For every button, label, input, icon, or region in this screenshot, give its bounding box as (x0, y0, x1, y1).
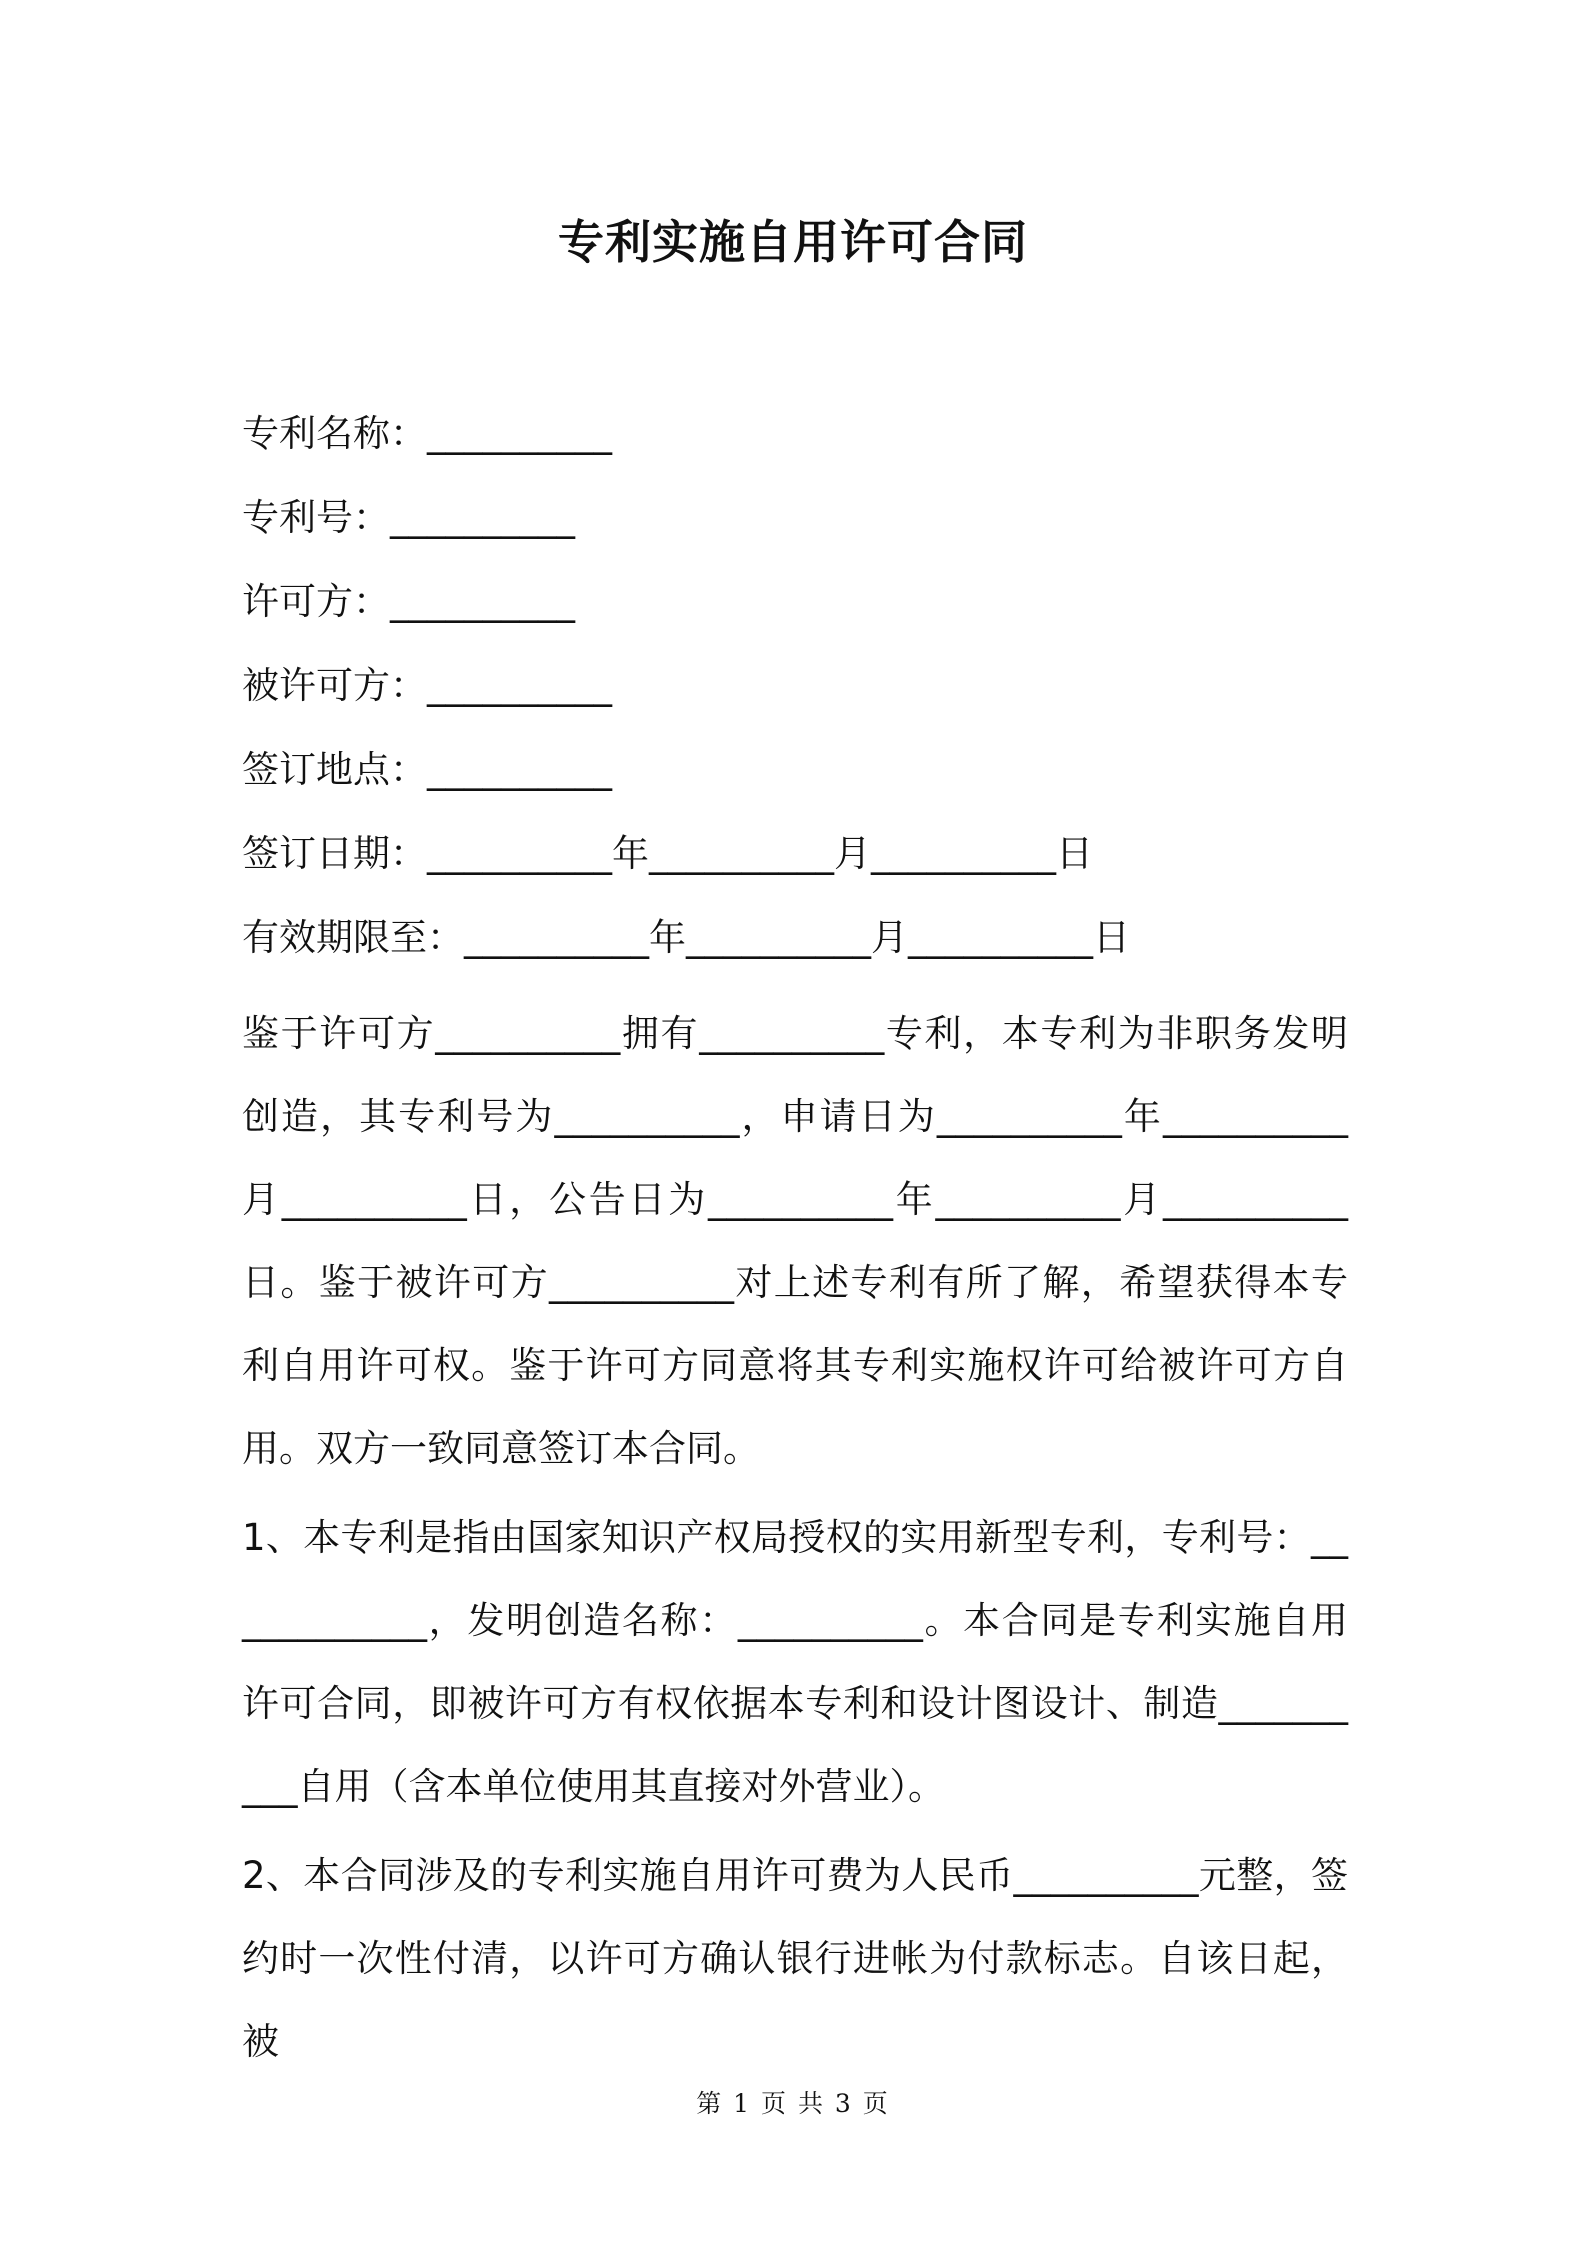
field-signing-date: 签订日期：__________年__________月__________日 (242, 832, 1093, 875)
clause-1: 1、本专利是指由国家知识产权局授权的实用新型专利，专利号：____________，发明创造名称：__________。本合同是专利实施自用许可合同，即被许可方有权依据本专利和设计图设计、制造__________自用（含本单位使用其直接对外营业）。 (242, 1516, 1348, 1808)
document-title: 专利实施自用许可合同 (558, 215, 1028, 269)
field-valid-until: 有效期限至：__________年__________月__________日 (242, 916, 1130, 959)
clause-2: 2、本合同涉及的专利实施自用许可费为人民币__________元整，签约时一次性付清，以许可方确认银行进帐为付款标志。自该日起，被 (242, 1854, 1348, 2063)
field-patent-number: 专利号：__________ (242, 496, 575, 539)
field-licensee: 被许可方：__________ (242, 664, 612, 707)
document-body (242, 404, 1348, 2083)
field-licensor: 许可方：__________ (242, 580, 575, 623)
field-signing-place: 签订地点：__________ (242, 748, 612, 791)
preamble-paragraph: 鉴于许可方__________拥有__________专利，本专利为非职务发明创造，其专利号为__________，申请日为__________年__________月__________日，公告日为__________年__________月__________日。鉴于被许可方__________对上述专利有所了解，希望获得本专利自用许可权。鉴于许可方同意将其专利实施权许可给被许可方自用。双方一致同意签订本合同。 (242, 1012, 1348, 1470)
page-footer: 第 1 页 共 3 页 (696, 2089, 890, 2118)
field-patent-name: 专利名称：__________ (242, 412, 612, 455)
